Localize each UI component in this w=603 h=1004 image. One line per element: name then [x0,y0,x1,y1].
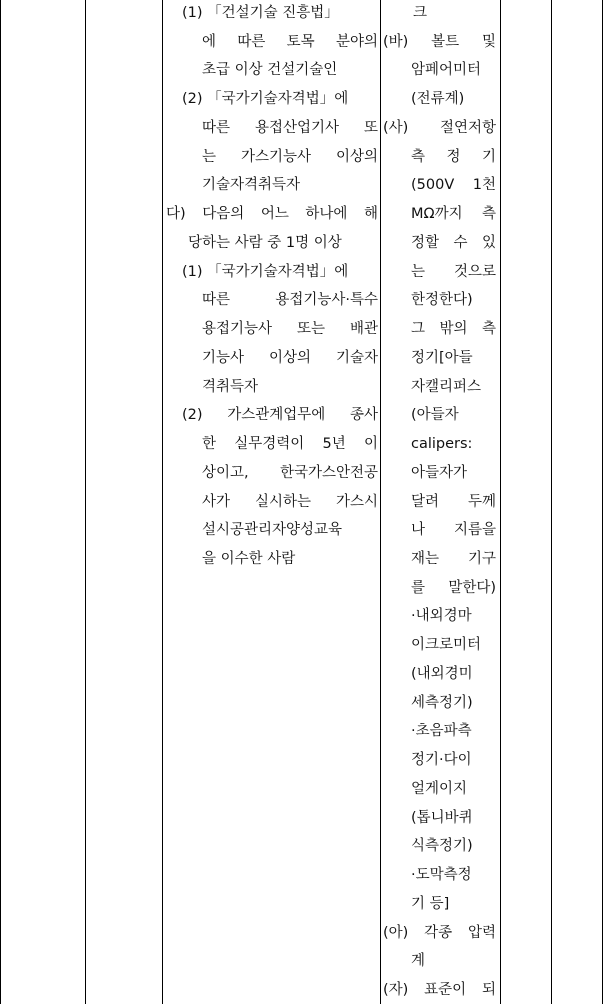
text-line: 초급 이상 건설기술인 [202,62,338,78]
text-line: 자캘리퍼스 [411,379,482,395]
text-line: (아들자 [411,407,459,423]
text-line: 상이고, 한국가스안전공 [202,465,378,481]
text-line: ·도막측정 [411,867,472,883]
text-line: 는 가스기능사 이상의 [202,149,378,165]
text-line: ·초음파측 [411,723,472,739]
table-divider-4 [500,0,501,1004]
text-line: 측 정 기 [411,149,496,165]
text-line: 암페어미터 [411,62,482,78]
text-line: 정할 수 있 [411,235,496,251]
table-divider-3 [380,0,381,1004]
text-line: 용접기능사 또는 배관 [202,321,378,337]
text-line: 이크로미터 [411,637,482,653]
text-line: 얼게이지 [411,781,468,797]
text-line: 나 지름을 [411,522,496,538]
text-line: (내외경미 [411,666,473,682]
text-line: (전류계) [411,91,465,107]
text-line: 따른 용접기능사·특수 [202,292,378,308]
text-line: (1) 「건설기술 진흥법」 [182,5,339,21]
text-line: (500V 1천 [411,177,496,193]
text-line: 따른 용접산업기사 또 [202,120,378,136]
text-line: 세측정기) [411,695,473,711]
text-line: 한 실무경력이 5년 이 [202,436,378,452]
text-line: 는 것으로 [411,264,496,280]
text-line: (2) 가스관계업무에 종사 [182,407,378,423]
text-line: 에 따른 토목 분야의 [202,34,378,50]
text-line: 그 밖의 측 [411,321,496,337]
text-line: 를 말한다) [411,580,496,596]
text-line: (바) 볼트 및 [383,34,496,50]
text-line: 정기·다이 [411,752,472,768]
text-line: (아) 각종 압력 [383,925,496,941]
text-line: 달려 두께 [411,494,496,510]
text-line: 설시공관리자양성교육 [202,522,343,538]
text-line: (2) 「국가기술자격법」에 [182,91,349,107]
text-line: 기술자격취득자 [202,177,301,193]
text-line: 식측정기) [411,838,473,854]
text-line: 재는 기구 [411,551,496,567]
text-line: 아들자가 [411,465,468,481]
table-border-left [0,0,1,1004]
text-line: 당하는 사람 중 1명 이상 [188,235,342,251]
text-line: 기능사 이상의 기술자 [202,350,378,366]
text-line: 크 [413,5,428,21]
text-line: (톱니바퀴 [411,810,473,826]
text-line: (1) 「국가기술자격법」에 [182,264,349,280]
text-line: (사) 절연저항 [383,120,496,136]
table-divider-5 [551,0,552,1004]
text-line: 을 이수한 사람 [202,551,296,567]
text-line: 계 [411,953,426,969]
text-line: 격취득자 [202,379,259,395]
text-line: MΩ까지 측 [411,206,496,222]
text-line: 정기[아들 [411,350,473,366]
text-line: 다) 다음의 어느 하나에 해 [166,206,378,222]
table-divider-2 [162,0,163,1004]
text-line: 한정한다) [411,292,473,308]
text-line: 기 등] [411,896,450,912]
text-line: 사가 실시하는 가스시 [202,494,378,510]
text-line: ·내외경마 [411,608,472,624]
text-line: calipers: [411,436,473,452]
text-line: (자) 표준이 되 [383,982,496,998]
table-divider-1 [85,0,86,1004]
